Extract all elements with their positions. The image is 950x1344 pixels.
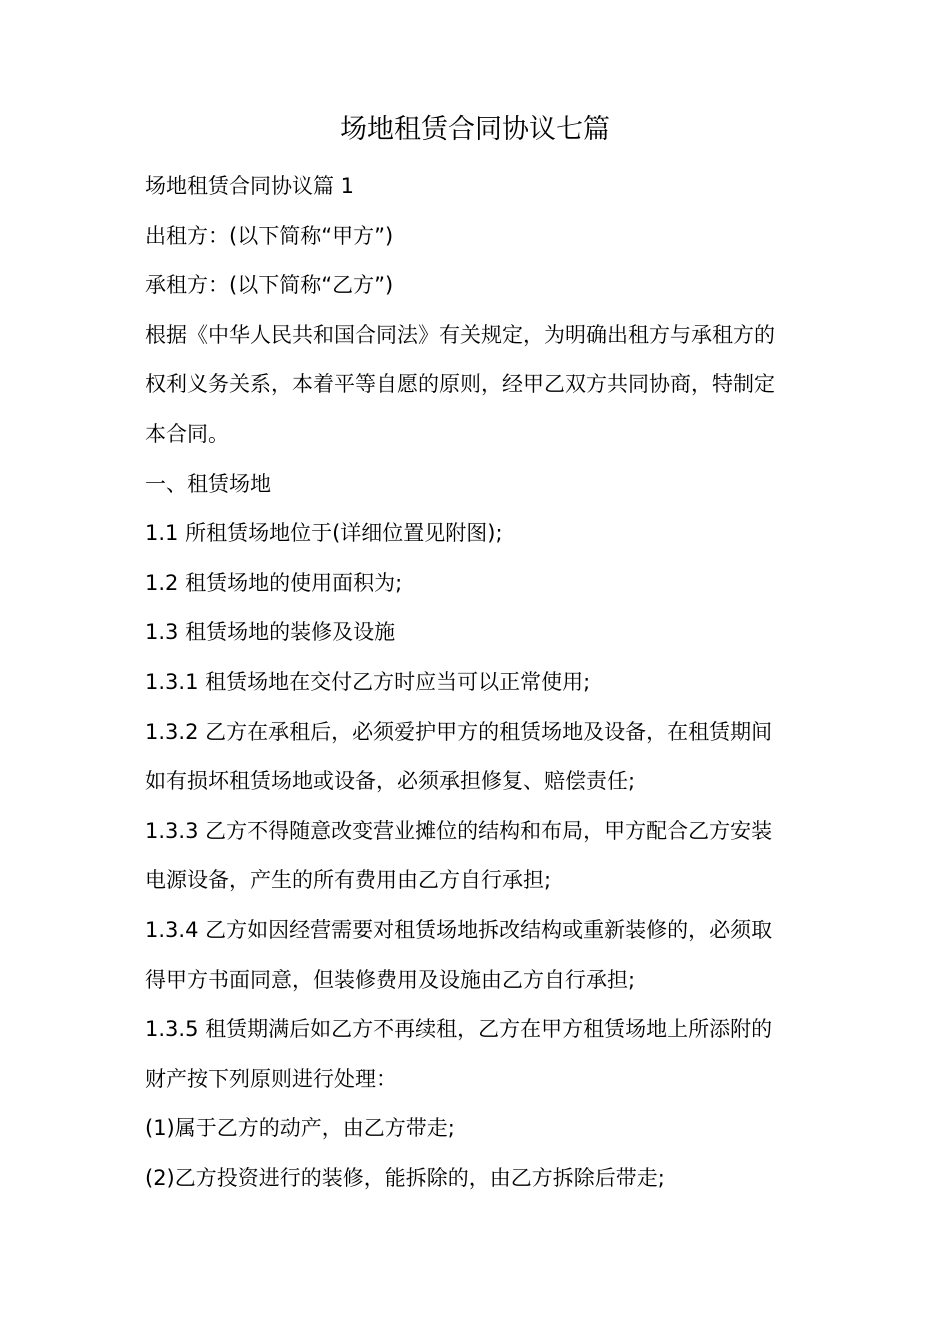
clause-line: 1.1 所租赁场地位于(详细位置见附图);: [145, 521, 503, 546]
clause-line: 得甲方书面同意，但装修费用及设施由乙方自行承担;: [145, 967, 636, 992]
document-body: [145, 162, 810, 1203]
lessor-line: 出租方：(以下简称“甲方”): [145, 223, 394, 248]
clause-line: 1.3.2 乙方在承租后，必须爱护甲方的租赁场地及设备，在租赁期间: [145, 719, 773, 744]
body-line: 本合同。: [145, 421, 229, 446]
list-item: (1)属于乙方的动产，由乙方带走;: [145, 1116, 455, 1141]
clause-line: 如有损坏租赁场地或设备，必须承担修复、赔偿责任;: [145, 769, 636, 794]
subtitle-line: 场地租赁合同协议篇 1: [145, 174, 355, 198]
clause-line: 1.3.5 租赁期满后如乙方不再续租，乙方在甲方租赁场地上所添附的: [145, 1017, 773, 1042]
document-title: 场地租赁合同协议七篇: [340, 114, 610, 145]
clause-line: 1.2 租赁场地的使用面积为;: [145, 570, 403, 595]
clause-line: 电源设备，产生的所有费用由乙方自行承担;: [145, 868, 552, 893]
section-heading: 一、租赁场地: [145, 471, 271, 496]
list-item: (2)乙方投资进行的装修，能拆除的，由乙方拆除后带走;: [145, 1165, 665, 1190]
clause-line: 1.3.1 租赁场地在交付乙方时应当可以正常使用;: [145, 669, 591, 694]
clause-line: 1.3 租赁场地的装修及设施: [145, 620, 396, 645]
clause-line: 财产按下列原则进行处理：: [145, 1066, 397, 1091]
lessee-line: 承租方：(以下简称“乙方”): [145, 273, 394, 298]
body-line: 权利义务关系，本着平等自愿的原则，经甲乙双方共同协商，特制定: [145, 372, 775, 397]
body-line: 根据《中华人民共和国合同法》有关规定，为明确出租方与承租方的: [145, 322, 775, 347]
clause-line: 1.3.3 乙方不得随意改变营业摊位的结构和布局，甲方配合乙方安装: [145, 818, 773, 843]
clause-line: 1.3.4 乙方如因经营需要对租赁场地拆改结构或重新装修的，必须取: [145, 917, 773, 942]
